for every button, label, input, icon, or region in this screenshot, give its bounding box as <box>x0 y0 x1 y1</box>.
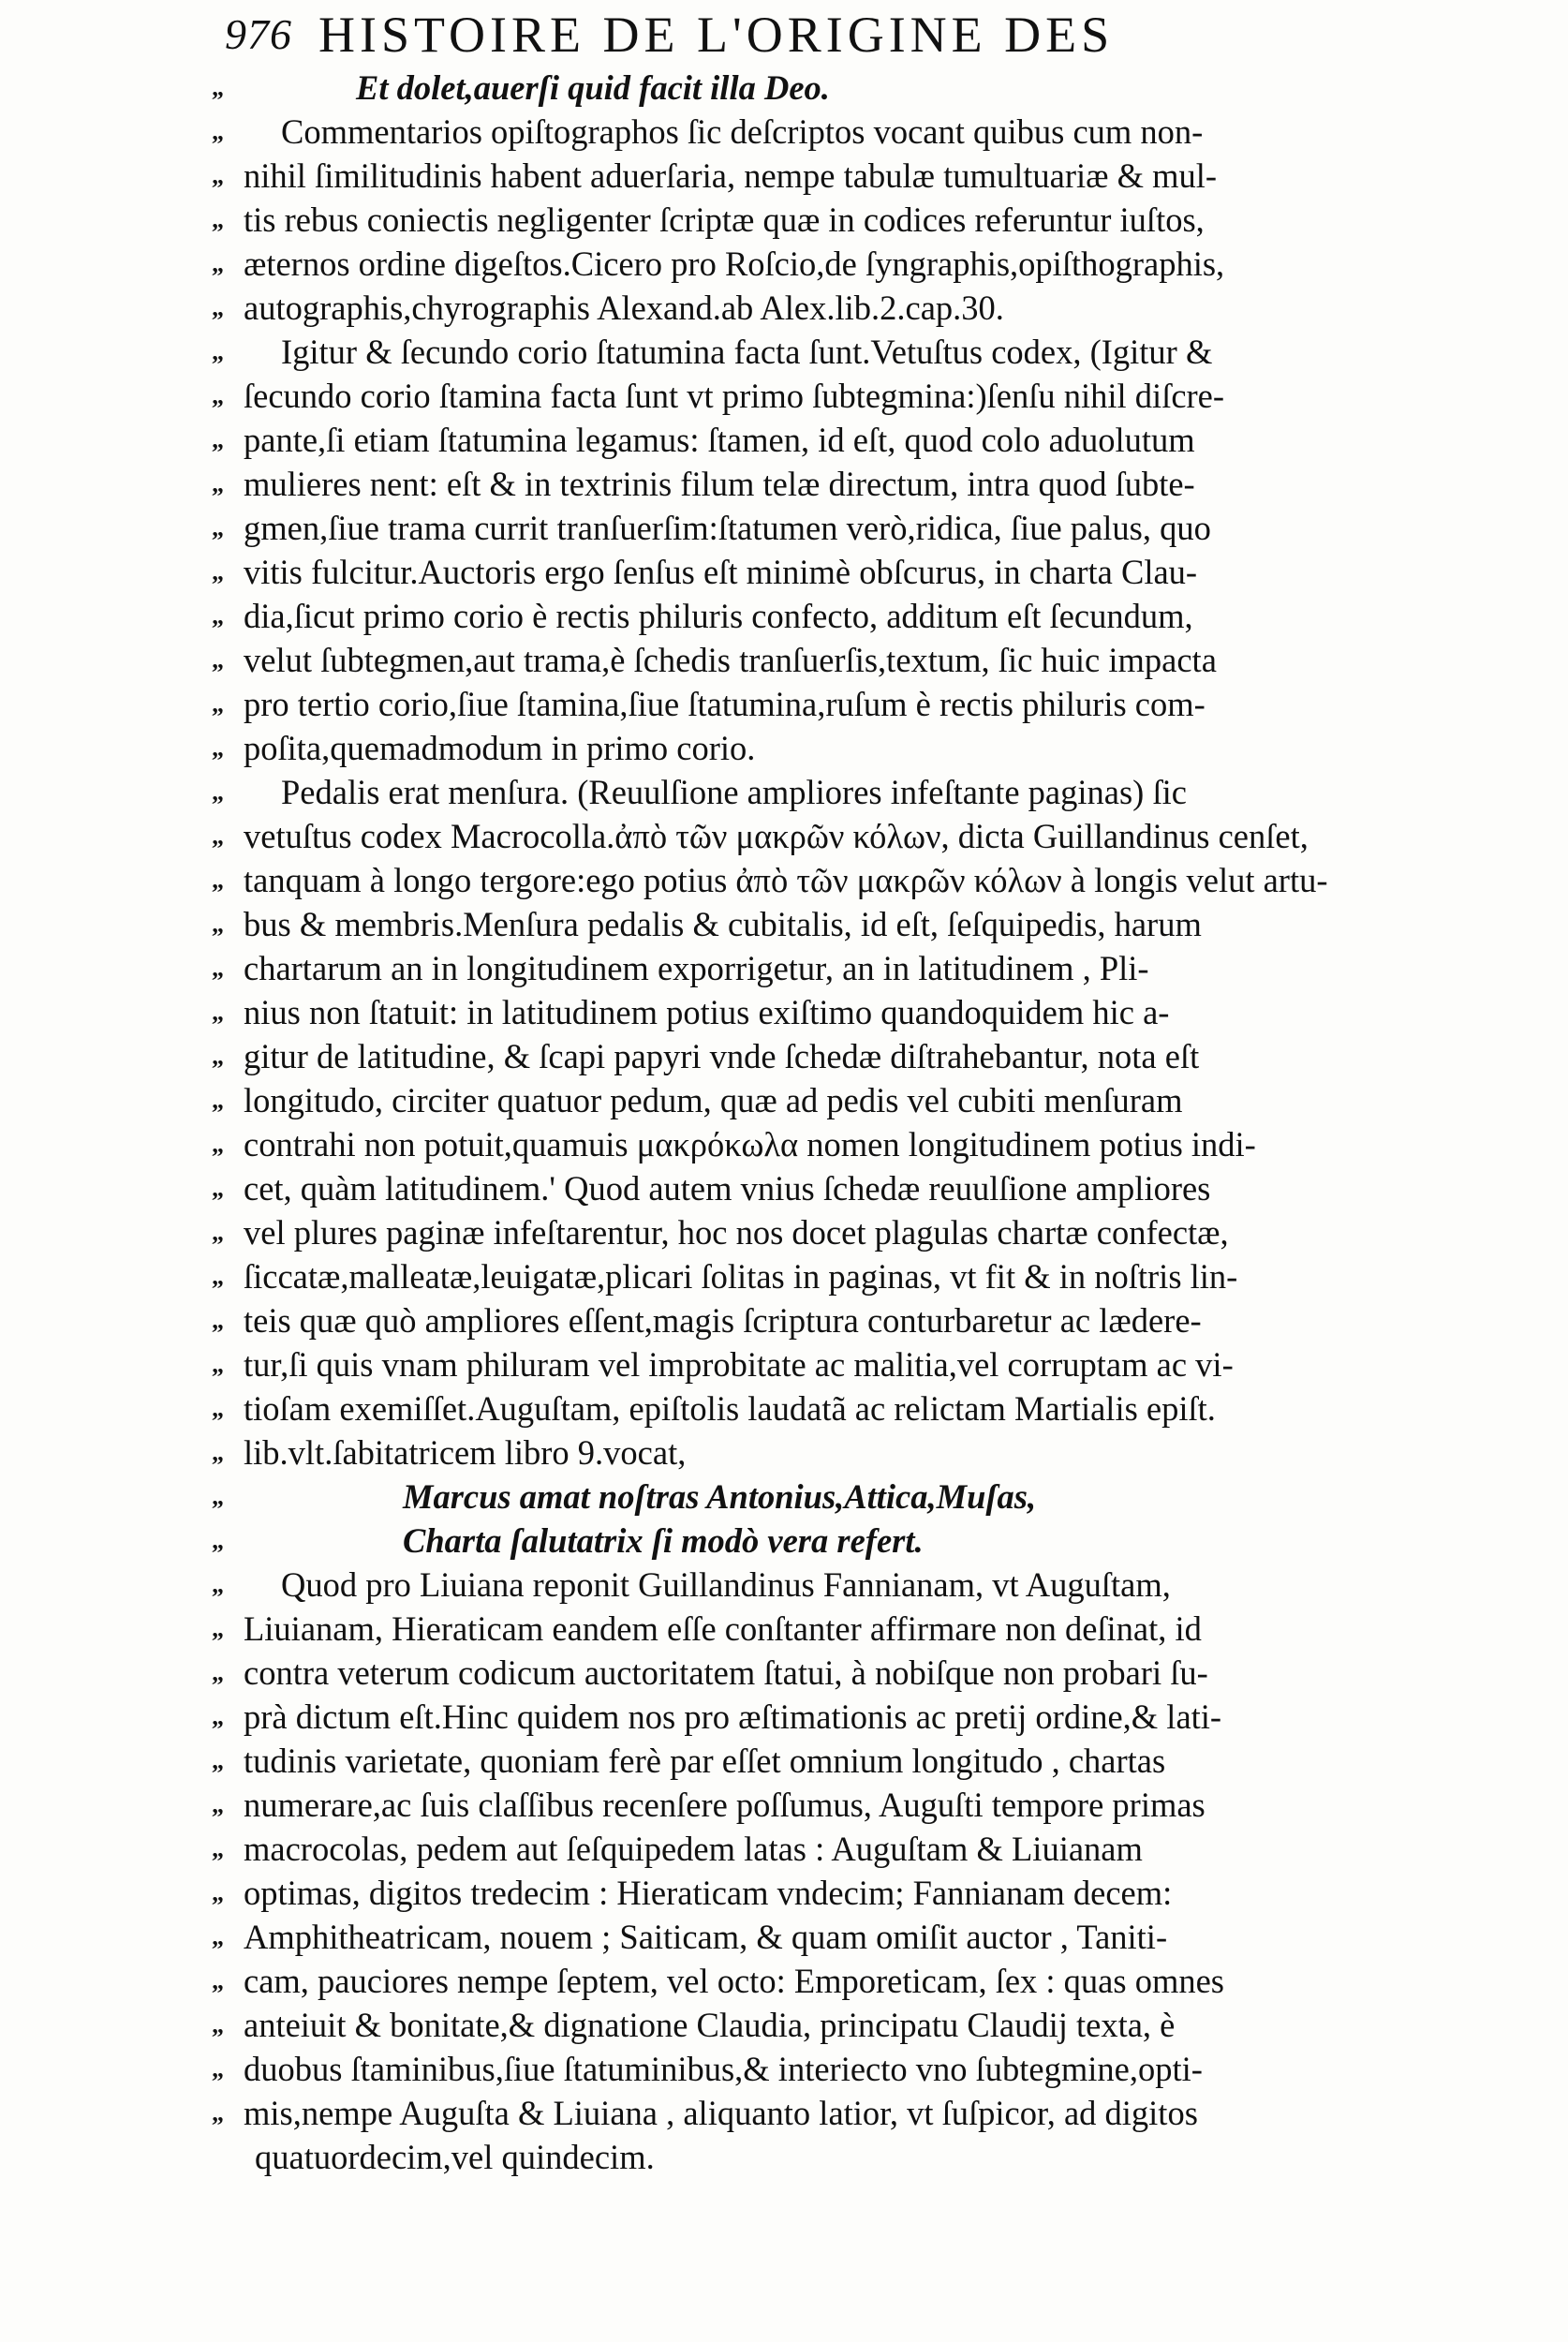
text-line <box>212 154 1517 198</box>
text-line <box>212 1915 1517 1959</box>
text-line <box>212 1519 1517 1563</box>
line-text: ſecundo corio ſtamina facta ſunt vt primo ſubtegmina:)ſenſu nihil diſcre- <box>244 377 1225 415</box>
line-text: prà dictum eſt.Hinc quidem nos pro æſtimationis ac pretij ordine,& lati- <box>244 1697 1222 1736</box>
line-text: Commentarios opiſtographos ſic deſcriptos vocant quibus cum non- <box>281 112 1204 151</box>
line-text: cam, pauciores nempe ſeptem, vel octo: Emporeticam, ſex : quas omnes <box>244 1962 1225 2000</box>
quotation-mark: „ <box>212 1263 224 1290</box>
line-text: duobus ſtaminibus,ſiue ſtatuminibus,& interiecto vno ſubtegmine,opti- <box>244 2050 1203 2088</box>
line-text: velut ſubtegmen,aut trama,è ſchedis tranſuerſis,textum, ſic huic impacta <box>244 641 1217 679</box>
line-text: quatuordecim,vel quindecim. <box>255 2138 655 2176</box>
line-text: Amphitheatricam, nouem ; Saiticam, & quam omiſit auctor , Taniti- <box>244 1918 1168 1956</box>
quotation-mark: „ <box>212 1967 224 1994</box>
text-line <box>212 1651 1517 1695</box>
text-line <box>212 682 1517 726</box>
quotation-mark: „ <box>212 1923 224 1950</box>
line-text: autographis,chyrographis Alexand.ab Alex.lib.2.cap.30. <box>244 289 1004 327</box>
quotation-mark: „ <box>212 1131 224 1158</box>
line-text: dia,ſicut primo corio è rectis philuris confecto, additum eſt ſecundum, <box>244 597 1193 635</box>
quotation-mark: „ <box>212 1395 224 1422</box>
quotation-mark: „ <box>212 294 224 321</box>
quotation-mark: „ <box>212 426 224 453</box>
quotation-mark: „ <box>212 2011 224 2038</box>
text-line <box>212 374 1517 418</box>
text-line <box>212 550 1517 594</box>
quotation-mark: „ <box>212 118 224 145</box>
running-title: HISTOIRE DE L'ORIGINE DES <box>318 7 1115 63</box>
text-line <box>212 242 1517 286</box>
quotation-mark: „ <box>212 1659 224 1686</box>
line-text: poſita,quemadmodum in primo corio. <box>244 729 756 767</box>
quotation-mark: „ <box>212 867 224 894</box>
line-text: tis rebus coniectis negligenter ſcriptæ quæ in codices referuntur iuſtos, <box>244 200 1205 239</box>
text-line <box>212 1563 1517 1607</box>
line-text: pante,ſi etiam ſtatumina legamus: ſtamen, id eſt, quod colo aduolutum <box>244 421 1195 459</box>
quotation-mark: „ <box>212 690 224 718</box>
quotation-mark: „ <box>212 558 224 586</box>
text-line <box>212 66 1517 110</box>
text-line <box>212 418 1517 462</box>
line-text: Liuianam, Hieraticam eandem eſſe conſtanter affirmare non deſinat, id <box>244 1609 1202 1648</box>
quotation-mark: „ <box>212 1791 224 1818</box>
quotation-mark: „ <box>212 514 224 541</box>
text-line <box>212 726 1517 770</box>
line-text: pro tertio corio,ſiue ſtamina,ſiue ſtatumina,ruſum è rectis philuris com- <box>244 685 1206 723</box>
text-line <box>215 2135 1517 2179</box>
line-text: teis quæ quò ampliores eſſent,magis ſcriptura conturbaretur ac lædere- <box>244 1301 1202 1340</box>
line-text: tioſam exemiſſet.Auguſtam, epiſtolis laudatã ac relictam Martialis epiſt. <box>244 1389 1216 1428</box>
text-line <box>212 1210 1517 1254</box>
line-text: nius non ſtatuit: in latitudinem potius exiſtimo quandoquidem hic a- <box>244 993 1170 1031</box>
text-line <box>212 462 1517 506</box>
text-line <box>212 198 1517 242</box>
quotation-mark: „ <box>212 2099 224 2127</box>
text-line <box>212 506 1517 550</box>
text-line <box>212 110 1517 154</box>
quotation-mark: „ <box>212 1615 224 1642</box>
quotation-mark: „ <box>212 1879 224 1906</box>
quotation-mark: „ <box>212 74 224 101</box>
quotation-mark: „ <box>212 911 224 938</box>
text-line <box>212 1342 1517 1386</box>
quotation-mark: „ <box>212 2055 224 2083</box>
line-text: longitudo, circiter quatuor pedum, quæ ad pedis vel cubiti menſuram <box>244 1081 1183 1119</box>
line-text: lib.vlt.ſabitatricem libro 9.vocat, <box>244 1433 687 1472</box>
text-line <box>212 594 1517 638</box>
text-line <box>212 2091 1517 2135</box>
text-line <box>212 2003 1517 2047</box>
text-line <box>212 990 1517 1034</box>
line-text: chartarum an in longitudinem exporrigetur, an in latitudinem , Pli- <box>244 949 1149 987</box>
line-text: vel plures paginæ infeſtarentur, hoc nos docet plagulas chartæ confectæ, <box>244 1213 1229 1252</box>
text-line <box>212 1298 1517 1342</box>
text-line <box>212 1739 1517 1783</box>
quotation-mark: „ <box>212 1703 224 1730</box>
quotation-mark: „ <box>212 382 224 409</box>
quotation-mark: „ <box>212 1351 224 1378</box>
text-line <box>212 1078 1517 1122</box>
line-text: æternos ordine digeſtos.Cicero pro Roſcio,de ſyngraphis,opiſthographis, <box>244 245 1225 283</box>
line-text: cet, quàm latitudinem.' Quod autem vnius ſchedæ reuulſione ampliores <box>244 1169 1211 1208</box>
text-line <box>212 1122 1517 1166</box>
line-text: ſiccatæ,malleatæ,leuigatæ,plicari ſolitas in paginas, vt fit & in noſtris lin- <box>244 1257 1238 1296</box>
text-line <box>212 858 1517 902</box>
quotation-mark: „ <box>212 602 224 630</box>
line-text: vitis fulcitur.Auctoris ergo ſenſus eſt minimè obſcurus, in charta Clau- <box>244 553 1198 591</box>
line-text: bus & membris.Menſura pedalis & cubitalis, id eſt, ſeſquipedis, harum <box>244 905 1202 943</box>
text-line <box>212 770 1517 814</box>
quotation-mark: „ <box>212 1835 224 1862</box>
text-line <box>212 1783 1517 1827</box>
text-line <box>212 1254 1517 1298</box>
quotation-mark: „ <box>212 1307 224 1334</box>
quotation-mark: „ <box>212 206 224 233</box>
quotation-mark: „ <box>212 162 224 189</box>
line-text: optimas, digitos tredecim : Hieraticam vndecim; Fannianam decem: <box>244 1874 1173 1912</box>
line-text: Igitur & ſecundo corio ſtatumina facta ſunt.Vetuſtus codex, (Igitur & <box>281 333 1213 371</box>
text-line <box>212 1166 1517 1210</box>
quotation-mark: „ <box>212 646 224 674</box>
text-line <box>212 1827 1517 1871</box>
quotation-mark: „ <box>212 470 224 497</box>
line-text: nihil ſimilitudinis habent aduerſaria, nempe tabulæ tumultuariæ & mul- <box>244 156 1218 195</box>
quotation-mark: „ <box>212 1043 224 1070</box>
text-line <box>212 1695 1517 1739</box>
line-text: mulieres nent: eſt & in textrinis filum telæ directum, intra quod ſubte- <box>244 465 1195 503</box>
text-line <box>212 1430 1517 1475</box>
text-line <box>212 1959 1517 2003</box>
quotation-mark: „ <box>212 823 224 850</box>
line-text: Quod pro Liuiana reponit Guillandinus Fannianam, vt Auguſtam, <box>281 1565 1171 1604</box>
line-text: Et dolet,auerſi quid facit illa Deo. <box>356 68 830 107</box>
line-text: anteiuit & bonitate,& dignatione Claudia, principatu Claudij texta, è <box>244 2006 1176 2044</box>
quotation-mark: „ <box>212 778 224 806</box>
text-line <box>212 814 1517 858</box>
text-line <box>212 1871 1517 1915</box>
line-text: gitur de latitudine, & ſcapi papyri vnde ſchedæ diſtrahebantur, nota eſt <box>244 1037 1200 1075</box>
line-text: contra veterum codicum auctoritatem ſtatui, à nobiſque non probari ſu- <box>244 1653 1208 1692</box>
text-line <box>212 638 1517 682</box>
quotation-mark: „ <box>212 734 224 762</box>
quotation-mark: „ <box>212 1175 224 1202</box>
quotation-mark: „ <box>212 955 224 982</box>
line-text: gmen,ſiue trama currit tranſuerſim:ſtatumen verò,ridica, ſiue palus, quo <box>244 509 1211 547</box>
text-line <box>212 330 1517 374</box>
text-line <box>212 946 1517 990</box>
page-number: 976 <box>225 10 292 58</box>
quotation-mark: „ <box>212 1219 224 1246</box>
quotation-mark: „ <box>212 338 224 365</box>
body-text <box>212 66 1517 2179</box>
quotation-mark: „ <box>212 1527 224 1554</box>
text-line <box>212 1386 1517 1430</box>
line-text: Marcus amat noſtras Antonius,Attica,Muſas, <box>403 1477 1037 1516</box>
line-text: vetuſtus codex Macrocolla.ἀπὸ τῶν μακρῶν κόλων, dicta Guillandinus cenſet, <box>244 817 1309 855</box>
quotation-mark: „ <box>212 1439 224 1466</box>
quotation-mark: „ <box>212 1747 224 1774</box>
line-text: tur,ſi quis vnam philuram vel improbitate ac malitia,vel corruptam ac vi- <box>244 1345 1234 1384</box>
line-text: Pedalis erat menſura. (Reuulſione ampliores infeſtante paginas) ſic <box>281 773 1187 811</box>
line-text: macrocolas, pedem aut ſeſquipedem latas : Auguſtam & Liuianam <box>244 1830 1143 1868</box>
quotation-mark: „ <box>212 1571 224 1598</box>
text-line <box>212 1607 1517 1651</box>
text-line <box>212 902 1517 946</box>
line-text: numerare,ac ſuis claſſibus recenſere poſſumus, Auguſti tempore primas <box>244 1786 1206 1824</box>
quotation-mark: „ <box>212 1483 224 1510</box>
text-line <box>212 286 1517 330</box>
quotation-mark: „ <box>212 999 224 1026</box>
text-line <box>212 2047 1517 2091</box>
line-text: Charta ſalutatrix ſi modò vera refert. <box>403 1521 924 1560</box>
line-text: tanquam à longo tergore:ego potius ἀπὸ τῶν μακρῶν κόλων à longis velut artu- <box>244 861 1328 899</box>
text-line <box>212 1475 1517 1519</box>
line-text: tudinis varietate, quoniam ferè par eſſet omnium longitudo , chartas <box>244 1742 1166 1780</box>
text-line <box>212 1034 1517 1078</box>
line-text: mis,nempe Auguſta & Liuiana , aliquanto latior, vt ſuſpicor, ad digitos <box>244 2094 1198 2132</box>
line-text: contrahi non potuit,quamuis μακρόκωλα nomen longitudinem potius indi- <box>244 1125 1256 1164</box>
quotation-mark: „ <box>212 250 224 277</box>
quotation-mark: „ <box>212 1087 224 1114</box>
